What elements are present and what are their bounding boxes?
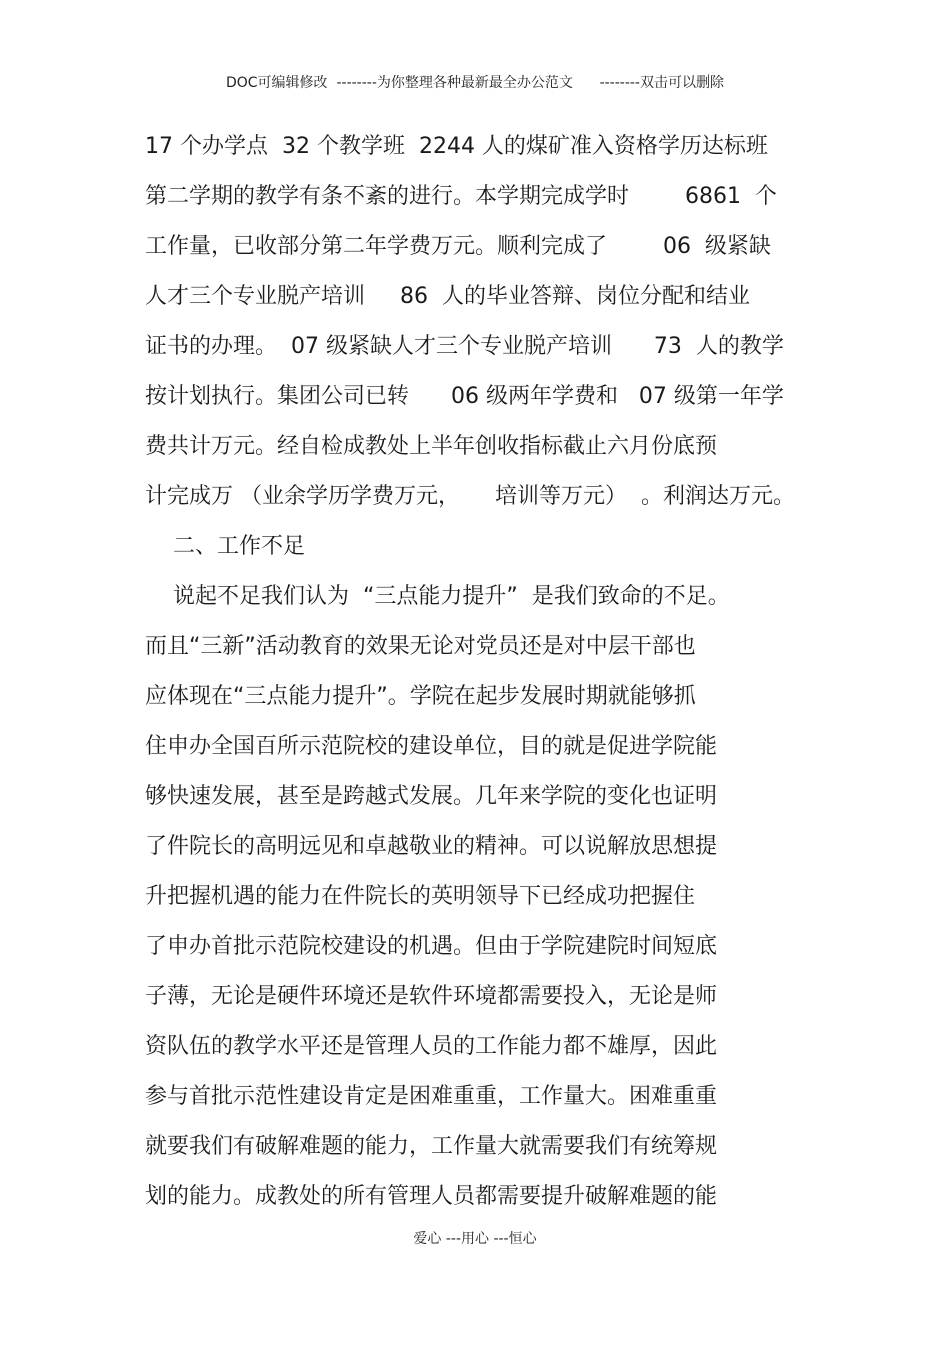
body-line: 了件院长的高明远见和卓越敬业的精神。可以说解放思想提 [145, 834, 718, 859]
page-footer [0, 1228, 950, 1248]
body-line: 了申办首批示范院校建设的机遇。但由于学院建院时间短底 [145, 934, 718, 959]
body-line: 就要我们有破解难题的能力，工作量大就需要我们有统筹规 [145, 1134, 718, 1159]
body-line: 参与首批示范性建设肯定是困难重重，工作量大。困难重重 [145, 1084, 718, 1109]
footer-text: 爱心 ---用心 ---恒心 [413, 1231, 537, 1247]
body-line: 资队伍的教学水平还是管理人员的工作能力都不雄厚，因此 [145, 1034, 718, 1059]
body-line: 而且“三新”活动教育的效果无论对党员还是对中层干部也 [145, 634, 696, 659]
body-line: 费共计万元。经自检成教处上半年创收指标截止六月份底预 [145, 434, 718, 459]
document-body [145, 122, 825, 1222]
body-line: 子薄，无论是硬件环境还是软件环境都需要投入，无论是师 [145, 984, 718, 1009]
body-line: 第二学期的教学有条不紊的进行。本学期完成学时 6861 个 [145, 184, 777, 209]
body-line: 按计划执行。集团公司已转 06 级两年学费和 07 级第一年学 [145, 384, 784, 409]
body-line: 工作量，已收部分第二年学费万元。顺利完成了 06 级紧缺 [145, 234, 771, 259]
body-line: 计完成万 （业余学历学费万元， 培训等万元） 。利润达万元。 [145, 484, 795, 509]
section-heading: 二、工作不足 [145, 534, 305, 559]
body-line: 划的能力。成教处的所有管理人员都需要提升破解难题的能 [145, 1184, 718, 1209]
body-line: 住申办全国百所示范院校的建设单位，目的就是促进学院能 [145, 734, 718, 759]
body-line: 说起不足我们认为 “三点能力提升” 是我们致命的不足。 [145, 584, 730, 609]
body-line: 应体现在“三点能力提升”。学院在起步发展时期就能够抓 [145, 684, 696, 709]
page-header [0, 72, 950, 92]
body-line: 17 个办学点 32 个教学班 2244 人的煤矿准入资格学历达标班 [145, 134, 768, 159]
body-line: 够快速发展，甚至是跨越式发展。几年来学院的变化也证明 [145, 784, 718, 809]
body-line: 证书的办理。 07 级紧缺人才三个专业脱产培训 73 人的教学 [145, 334, 784, 359]
header-text: DOC可编辑修改 --------为你整理各种最新最全办公范文 --------双击可以删除 [225, 75, 724, 91]
body-line: 人才三个专业脱产培训 86 人的毕业答辩、岗位分配和结业 [145, 284, 750, 309]
body-line: 升把握机遇的能力在件院长的英明领导下已经成功把握住 [145, 884, 696, 909]
